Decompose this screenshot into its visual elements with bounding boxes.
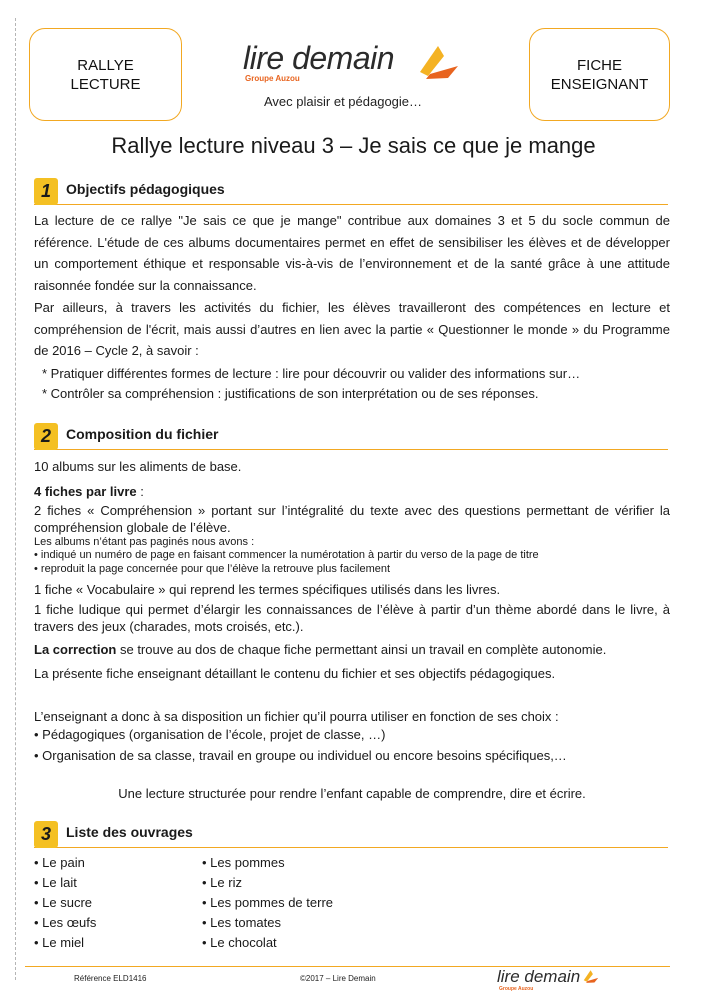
section-1-header <box>34 177 668 205</box>
logo-subtitle: Groupe Auzou <box>245 74 300 83</box>
list-item: • Le chocolat <box>202 935 277 950</box>
footer-logo-text: lire demain <box>497 967 581 986</box>
list-item: • Les tomates <box>202 915 281 930</box>
section-3-header <box>34 820 668 848</box>
section-2-bullet-1: • Pédagogiques (organisation de l’école, projet de classe, …) <box>34 727 386 742</box>
right-box-line-1: FICHE <box>576 56 622 74</box>
page-title: Rallye lecture niveau 3 – Je sais ce que je mange <box>111 133 596 158</box>
list-item: • Les pommes de terre <box>202 895 333 910</box>
section-3-number: 3 <box>34 821 58 848</box>
list-item: • Les pommes <box>202 855 285 870</box>
book-list-column-1 <box>34 853 96 953</box>
correction-rest: se trouve au dos de chaque fiche permettant ainsi un travail en complète autonomie. <box>116 642 607 657</box>
section-2-closing: Une lecture structurée pour rendre l’enfant capable de comprendre, dire et écrire. <box>118 786 586 801</box>
footer-logo-subtitle: Groupe Auzou <box>499 986 534 992</box>
fiches-par-livre-bold: 4 fiches par livre <box>34 484 137 499</box>
list-item: • Les œufs <box>34 915 97 930</box>
fiche-enseignant-box <box>529 28 670 121</box>
section-1-paragraph-1: La lecture de ce rallye "Je sais ce que je mange" contribue aux domaines 3 et 5 du socle commun de référence. L'étude de ces albums documentaires permet en effet de sensibiliser les élèves et de développer un comportement éthique et responsable vis-à-vis de l’environnement et de la santé grâce à une attitude raisonnée fondée sur la connaissance. <box>34 213 670 293</box>
footer-reference: Référence ELD1416 <box>74 974 147 983</box>
section-1-bullet-1: * Pratiquer différentes formes de lecture : lire pour découvrir ou valider des informations sur… <box>42 366 581 381</box>
section-1-title: Objectifs pédagogiques <box>66 181 225 197</box>
section-3-title: Liste des ouvrages <box>66 824 193 840</box>
tagline: Avec plaisir et pédagogie… <box>264 94 423 109</box>
list-item: • Le pain <box>34 855 85 870</box>
section-1-bullet-2: * Contrôler sa compréhension : justifications de son interprétation ou de ses réponses. <box>42 386 539 401</box>
section-2-small-bullet-1: • indiqué un numéro de page en faisant commencer la numérotation à partir du verso de la page de titre <box>34 549 539 561</box>
correction-bold: La correction <box>34 642 117 657</box>
logo-text: lire demain <box>243 40 395 76</box>
section-2-line-vocabulaire: 1 fiche « Vocabulaire » qui reprend les termes spécifiques utilisés dans les livres. <box>34 582 501 597</box>
book-list-column-2 <box>202 853 333 953</box>
section-2-title: Composition du fichier <box>66 426 219 442</box>
book-mark-icon <box>418 42 460 80</box>
section-2-small-intro: Les albums n’étant pas paginés nous avons : <box>34 536 255 548</box>
left-box-line-1: RALLYE <box>77 56 134 74</box>
section-2-line-fiches <box>34 481 670 503</box>
section-2-bullet-2: • Organisation de sa classe, travail en groupe ou individuel ou encore besoins spécifiques,… <box>34 748 567 763</box>
section-2-header <box>34 422 668 450</box>
section-2-line-albums: 10 albums sur les aliments de base. <box>34 459 242 474</box>
right-box-line-2: ENSEIGNANT <box>550 75 649 93</box>
footer-book-mark-icon <box>583 968 599 984</box>
left-box-line-2: LECTURE <box>70 75 141 93</box>
section-2-number: 2 <box>34 423 58 450</box>
margin-guide-line <box>15 18 16 980</box>
lire-demain-logo <box>243 40 473 86</box>
list-item: • Le miel <box>34 935 85 950</box>
list-item: • Le riz <box>202 875 242 890</box>
list-item: • Le lait <box>34 875 77 890</box>
section-2-line-enseignant: L’enseignant a donc à sa disposition un fichier qu’il pourra utiliser en fonction de ses choix : <box>34 709 559 724</box>
section-2-line-comprehension: 2 fiches « Compréhension » portant sur l’intégralité du texte avec des questions permettant de vérifier la compréhension globale de l’élève. <box>34 503 670 535</box>
fiches-par-livre-colon: : <box>136 484 144 499</box>
section-2-line-fiche-enseignant: La présente fiche enseignant détaillant le contenu du fichier et ses objectifs pédagogiques. <box>34 666 556 681</box>
section-1-number: 1 <box>34 178 58 205</box>
section-2-line-correction <box>34 639 670 661</box>
section-1-paragraph-2: Par ailleurs, à travers les activités du fichier, les élèves travailleront des compétences en lecture et compréhension de l'écrit, mais aussi d’autres en lien avec la partie « Questionner le monde » du Programme de 2016 – Cycle 2, à savoir : <box>34 300 670 358</box>
footer-copyright: ©2017 – Lire Demain <box>300 974 376 983</box>
section-2-small-bullet-2: • reproduit la page concernée pour que l’élève la retrouve plus facilement <box>34 563 391 575</box>
rallye-lecture-box <box>29 28 182 121</box>
list-item: • Le sucre <box>34 895 93 910</box>
section-2-line-ludique: 1 fiche ludique qui permet d’élargir les connaissances de l’élève à partir d’un thème abordé dans le livre, à travers des jeux (charades, mots croisés, etc.). <box>34 602 670 634</box>
